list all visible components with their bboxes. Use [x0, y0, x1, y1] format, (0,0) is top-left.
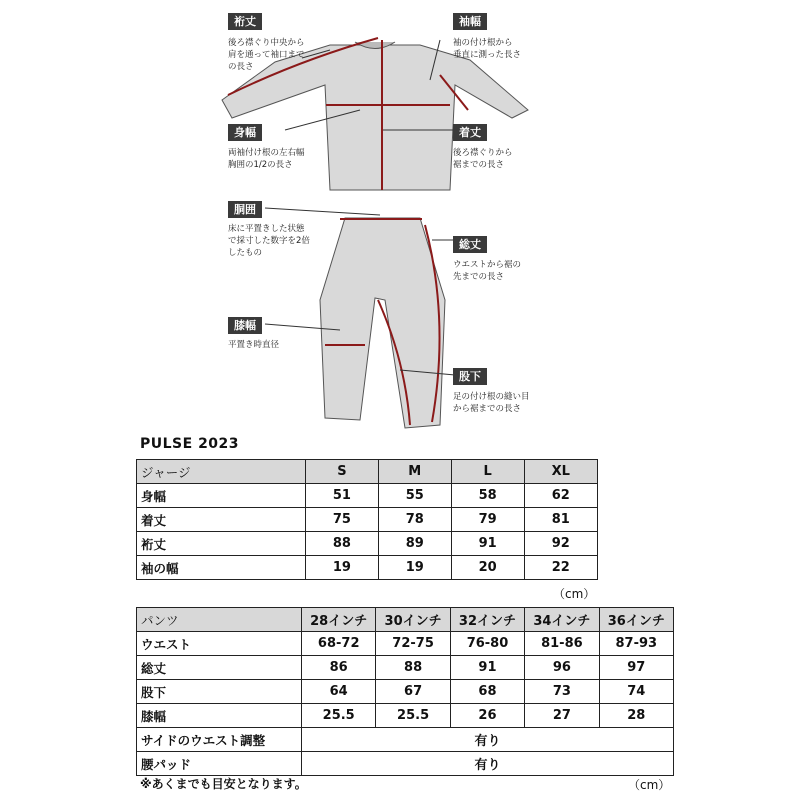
table-cell: 51 — [306, 484, 379, 508]
table-cell: 91 — [451, 532, 524, 556]
table-cell: 81-86 — [525, 632, 599, 656]
table-cell: 81 — [524, 508, 597, 532]
table-cell: 76-80 — [450, 632, 524, 656]
tag-waist: 胴囲 — [228, 201, 262, 218]
desc-inseam: 足の付け根の縫い目 から裾までの長さ — [453, 392, 530, 414]
table-header-row — [137, 460, 598, 484]
header-cell: M — [378, 460, 451, 484]
header-cell: L — [451, 460, 524, 484]
table-header-row — [137, 608, 674, 632]
table-row — [137, 752, 674, 776]
table-cell: 19 — [306, 556, 379, 580]
table-cell: 89 — [378, 532, 451, 556]
table-cell: 78 — [378, 508, 451, 532]
desc-knee-width: 平置き時直径 — [228, 340, 280, 350]
product-title: PULSE 2023 — [140, 436, 240, 452]
table-cell: 有り — [302, 728, 674, 752]
table-row — [137, 632, 674, 656]
table-row — [137, 704, 674, 728]
table-row — [137, 532, 598, 556]
row-label: 着丈 — [137, 508, 306, 532]
table-cell: 有り — [302, 752, 674, 776]
table-cell: 88 — [376, 656, 450, 680]
tag-sleeve-width: 袖幅 — [453, 13, 487, 30]
pants-unit: （cm） — [628, 778, 671, 792]
row-label: 裄丈 — [137, 532, 306, 556]
row-label: 身幅 — [137, 484, 306, 508]
table-cell: 88 — [306, 532, 379, 556]
header-cell: パンツ — [137, 608, 302, 632]
table-cell: 75 — [306, 508, 379, 532]
table-cell: 92 — [524, 532, 597, 556]
table-cell: 19 — [378, 556, 451, 580]
row-label: サイドのウエスト調整 — [137, 728, 302, 752]
table-cell: 97 — [599, 656, 673, 680]
tag-length: 着丈 — [453, 124, 487, 141]
table-cell: 68-72 — [302, 632, 376, 656]
pants-size-table — [136, 607, 674, 776]
table-cell: 87-93 — [599, 632, 673, 656]
desc-body-width: 両袖付け根の左右幅 胸囲の1/2の長さ — [228, 148, 305, 170]
table-cell: 20 — [451, 556, 524, 580]
row-label: 袖の幅 — [137, 556, 306, 580]
desc-waist: 床に平置きした状態 で採寸した数字を2倍 したもの — [228, 224, 310, 258]
table-cell: 27 — [525, 704, 599, 728]
table-cell: 22 — [524, 556, 597, 580]
header-cell: S — [306, 460, 379, 484]
table-cell: 72-75 — [376, 632, 450, 656]
row-label: 膝幅 — [137, 704, 302, 728]
table-cell: 26 — [450, 704, 524, 728]
table-row — [137, 556, 598, 580]
row-label: 総丈 — [137, 656, 302, 680]
header-cell: XL — [524, 460, 597, 484]
table-cell: 25.5 — [302, 704, 376, 728]
table-cell: 55 — [378, 484, 451, 508]
table-cell: 58 — [451, 484, 524, 508]
table-cell: 73 — [525, 680, 599, 704]
row-label: 腰パッド — [137, 752, 302, 776]
table-row — [137, 728, 674, 752]
jersey-unit: （cm） — [553, 587, 596, 601]
table-cell: 64 — [302, 680, 376, 704]
header-cell: 32インチ — [450, 608, 524, 632]
table-cell: 79 — [451, 508, 524, 532]
desc-total-length: ウエストから裾の 先までの長さ — [453, 260, 522, 282]
header-cell: 30インチ — [376, 608, 450, 632]
table-row — [137, 484, 598, 508]
pants-illustration — [320, 218, 445, 428]
header-cell: 28インチ — [302, 608, 376, 632]
table-cell: 91 — [450, 656, 524, 680]
table-row — [137, 508, 598, 532]
tag-total-length: 総丈 — [453, 236, 487, 253]
desc-length: 後ろ襟ぐりから 裾までの長さ — [453, 148, 513, 170]
table-cell: 67 — [376, 680, 450, 704]
table-row — [137, 680, 674, 704]
desc-sleeve-width: 袖の付け根から 垂直に測った長さ — [453, 38, 522, 60]
table-cell: 68 — [450, 680, 524, 704]
table-cell: 74 — [599, 680, 673, 704]
tag-knee-width: 膝幅 — [228, 317, 262, 334]
jersey-size-table — [136, 459, 598, 580]
table-cell: 62 — [524, 484, 597, 508]
row-label: ウエスト — [137, 632, 302, 656]
table-cell: 28 — [599, 704, 673, 728]
tag-body-width: 身幅 — [228, 124, 262, 141]
table-cell: 96 — [525, 656, 599, 680]
disclaimer-note: ※あくまでも目安となります。 — [140, 777, 307, 791]
header-cell: 34インチ — [525, 608, 599, 632]
table-row — [137, 656, 674, 680]
tag-sleeve-length: 裄丈 — [228, 13, 262, 30]
table-cell: 86 — [302, 656, 376, 680]
header-cell: ジャージ — [137, 460, 306, 484]
table-cell: 25.5 — [376, 704, 450, 728]
header-cell: 36インチ — [599, 608, 673, 632]
desc-sleeve-length: 後ろ襟ぐり中央から 肩を通って袖口まで の長さ — [228, 38, 305, 72]
row-label: 股下 — [137, 680, 302, 704]
tag-inseam: 股下 — [453, 368, 487, 385]
